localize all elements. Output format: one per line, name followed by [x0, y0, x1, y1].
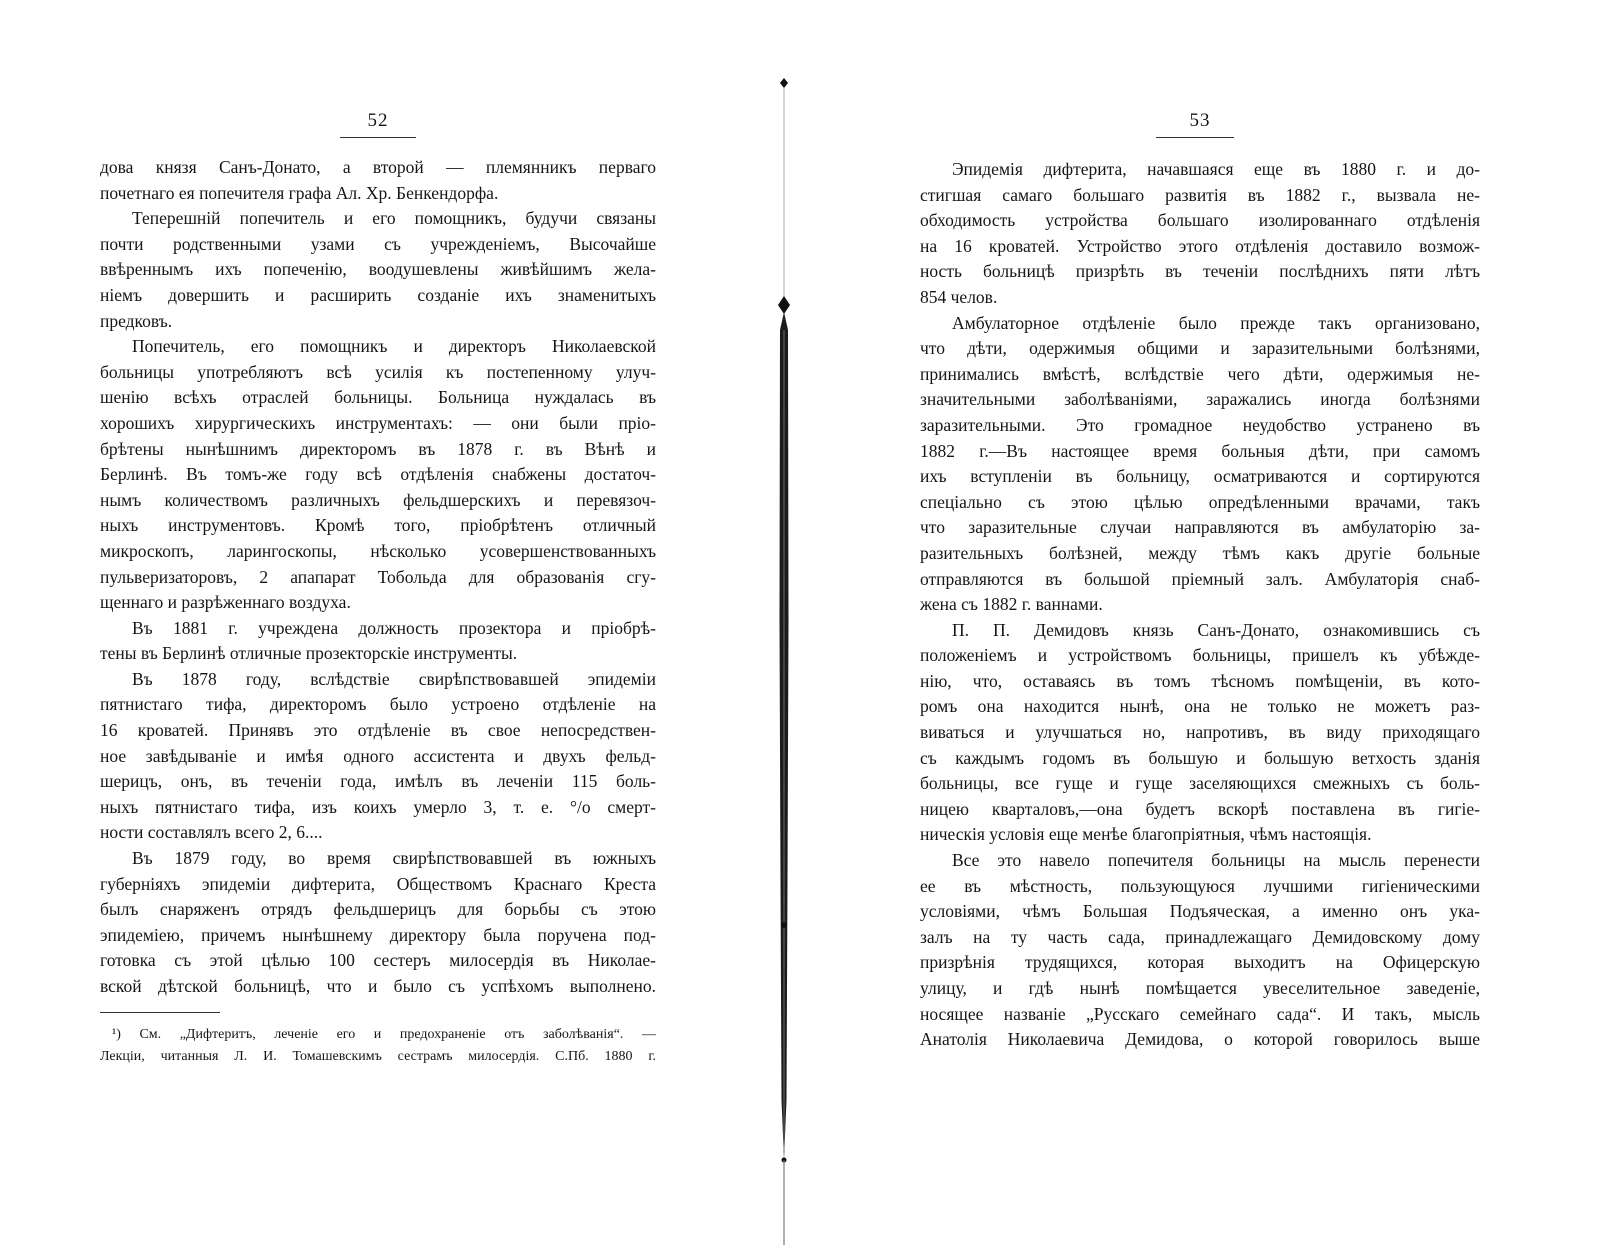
page-number-rule	[340, 137, 416, 138]
text-line: ее въ мѣстность, пользующуюся лучшими гигiеническими	[920, 875, 1480, 896]
footnote-rule	[100, 1012, 220, 1013]
text-line: пульверизаторовъ, 2 апапарат Тобольда для образованiя сгу-	[100, 566, 656, 587]
text-line: съ каждымъ годомъ въ большую и большую ветхость зданiя	[920, 747, 1480, 768]
text-line: 1882 г.—Въ настоящее время больныя дѣти, при самомъ	[920, 440, 1480, 461]
text-line: отправляются въ большой прiемный залъ. Амбулаторiя снаб-	[920, 568, 1480, 589]
page-number: 53	[1189, 110, 1211, 131]
text-line: ихъ вступленiи въ больницу, осматриваются и сортируются	[920, 466, 1480, 487]
book-gutter	[768, 0, 800, 1245]
text-line: ное завѣдыванiе и имѣя одного ассистента и двухъ фельд-	[100, 745, 656, 766]
text-line: ввѣреннымъ ихъ попеченiю, воодушевлены живѣйшимъ жела-	[100, 259, 656, 280]
footnote	[100, 1024, 656, 1068]
text-line: ническiя условiя еще менѣе благопрiятныя, чѣмъ настоящiя.	[920, 824, 1372, 845]
text-line: стигшая самаго большаго развитiя въ 1882 г., вызвала не-	[920, 184, 1480, 205]
text-line: почетнаго ея попечителя графа Ал. Хр. Бенкендорфа.	[100, 182, 499, 203]
text-line: губернiяхъ эпидемiи дифтерита, Обществомъ Краснаго Креста	[100, 873, 656, 894]
text-line: положенiемъ и устройствомъ больницы, пришелъ къ убѣжде-	[920, 645, 1480, 666]
text-line: ность больницѣ призрѣть въ теченiи послѣднихъ пяти лѣтъ	[920, 261, 1480, 282]
text-line: что заразительные случаи направляются въ амбулаторiю за-	[920, 517, 1480, 538]
text-line: ныхъ инструментовъ. Кромѣ того, прiобрѣтенъ отличный	[100, 515, 656, 536]
text-line: Берлинѣ. Въ томъ-же году всѣ отдѣленiя снабжены достаточ-	[100, 464, 656, 485]
text-line: Въ 1878 году, вслѣдствiе свирѣпствовавшей эпидемiи	[132, 668, 656, 689]
text-line: ницею кварталовъ,—она будетъ вскорѣ поставлена въ гигiе-	[920, 798, 1480, 819]
text-line: ромъ она находится нынѣ, она не только не можетъ раз-	[920, 696, 1480, 717]
page-number-rule	[1156, 137, 1234, 138]
right-page	[920, 0, 1480, 1245]
text-line: обходимость устройства большаго изолированнаго отдѣленiя	[920, 210, 1480, 231]
text-line: Теперешнiй попечитель и его помощникъ, будучи связаны	[132, 208, 656, 229]
text-line: почти родственными узами съ учрежденiемъ, Высочайше	[100, 233, 656, 254]
text-line: на 16 кроватей. Устройство этого отдѣленiя доставило возмож-	[920, 235, 1480, 256]
text-line: дова князя Санъ-Донато, а второй — племянникъ перваго	[100, 157, 656, 177]
text-line: больницы, все гуще и гуще заселяющихся смежныхъ съ боль-	[920, 773, 1480, 794]
body-text	[100, 155, 656, 1000]
text-line: брѣтены нынѣшнимъ директоромъ въ 1878 г. въ Вѣнѣ и	[100, 438, 656, 459]
text-line: шенiю всѣхъ отраслей больницы. Больница нуждалась въ	[100, 387, 656, 408]
body-text	[920, 157, 1480, 1053]
text-line: призрѣнiя трудящихся, которая выходитъ на Офицерскую	[920, 952, 1480, 973]
text-line: 16 кроватей. Принявъ это отдѣленiе въ свое непосредствен-	[100, 720, 656, 741]
text-line: улицу, и гдѣ нынѣ помѣщается увеселительное заведенiе,	[920, 978, 1480, 998]
footnote-line: Лекцiи, читанныя Л. И. Томашевскимъ сестрамъ милосердiя. С.Пб. 1880 г.	[100, 1049, 656, 1064]
text-line: заразительными. Это громадное неудобство устранено въ	[920, 414, 1480, 435]
page-number: 52	[367, 110, 389, 131]
text-line: носящее названiе „Русскаго семейнаго сада“. И такъ, мысль	[920, 1003, 1480, 1024]
text-line: эпидемiею, причемъ нынѣшнему директору была поручена под-	[100, 924, 656, 945]
text-line: вской дѣтской больницѣ, что и было съ успѣхомъ выполнено.	[100, 976, 656, 996]
text-line: шерицъ, онъ, въ теченiи года, имѣлъ въ леченiи 115 боль-	[100, 771, 656, 792]
text-line: что дѣти, одержимыя общими и заразительными болѣзнями,	[920, 338, 1480, 359]
text-line: Эпидемiя дифтерита, начавшаяся еще въ 1880 г. и до-	[952, 159, 1480, 179]
text-line: тены въ Берлинѣ отличные прозекторскiе инструменты.	[100, 643, 518, 664]
text-line: ности составлялъ всего 2, 6....	[100, 822, 323, 843]
text-line: Анатолiя Николаевича Демидова, о которой говорилось выше	[920, 1029, 1480, 1050]
text-line: Попечитель, его помощникъ и директоръ Николаевской	[132, 336, 656, 357]
text-line: былъ снаряженъ отрядъ фельдшерицъ для борьбы съ этою	[100, 899, 656, 920]
text-line: принимались вмѣстѣ, вслѣдствiе чего дѣти, одержимыя не-	[920, 363, 1480, 384]
text-line: жена съ 1882 г. ваннами.	[920, 594, 1103, 615]
text-line: виваться и улучшаться но, напротивъ, въ виду приходящаго	[920, 722, 1480, 743]
footnote-line: ¹) См. „Дифтеритъ, леченiе его и предохраненiе отъ заболѣванiя“. —	[112, 1027, 656, 1042]
text-line: ныхъ пятнистаго тифа, изъ коихъ умерло 3, т. е. °/о смерт-	[100, 796, 656, 817]
text-line: нымъ количествомъ различныхъ фельдшерскихъ и перевязоч-	[100, 489, 656, 510]
text-line: готовка съ этой цѣлью 100 сестеръ милосердiя въ Николае-	[100, 950, 656, 971]
text-line: больницы употребляютъ всѣ усилiя къ постепенному улуч-	[100, 361, 656, 382]
text-line: Амбулаторное отдѣленiе было прежде такъ организовано,	[952, 312, 1480, 333]
gutter-ornament	[768, 0, 800, 1245]
text-line: П. П. Демидовъ князь Санъ-Донато, ознакомившись съ	[952, 619, 1480, 640]
text-line: щеннаго и разрѣженнаго воздуха.	[100, 592, 351, 613]
text-line: условiями, чѣмъ Большая Подъяческая, а именно онъ ука-	[920, 901, 1480, 922]
text-line: пятнистаго тифа, директоромъ было устроено отдѣленiе на	[100, 694, 656, 715]
text-line: Въ 1879 году, во время свирѣпствовавшей въ южныхъ	[132, 848, 656, 869]
text-line: нiемъ довершить и расширить созданiе ихъ знаменитыхъ	[100, 284, 656, 305]
text-line: микроскопъ, ларингоскопы, нѣсколько усовершенствованныхъ	[100, 540, 656, 561]
text-line: Въ 1881 г. учреждена должность прозектора и прiобрѣ-	[132, 617, 656, 638]
text-line: спецiально съ этою цѣлью опредѣленными врачами, такъ	[920, 491, 1480, 512]
text-line: разительныхъ болѣзней, между тѣмъ какъ другiе больные	[920, 542, 1480, 563]
text-line: хорошихъ хирургическихъ инструментахъ: — они были прiо-	[100, 412, 656, 433]
text-line: предковъ.	[100, 310, 173, 331]
text-line: нiю, что, оставаясь въ томъ тѣсномъ помѣщенiи, въ кото-	[920, 670, 1480, 691]
text-line: залъ на ту часть сада, принадлежащаго Демидовскому дому	[920, 926, 1480, 947]
text-line: значительными заболѣванiями, заражались иногда болѣзнями	[920, 389, 1480, 410]
text-line: Все это навело попечителя больницы на мысль перенести	[952, 850, 1480, 871]
text-line: 854 челов.	[920, 286, 998, 307]
left-page	[100, 0, 656, 1245]
